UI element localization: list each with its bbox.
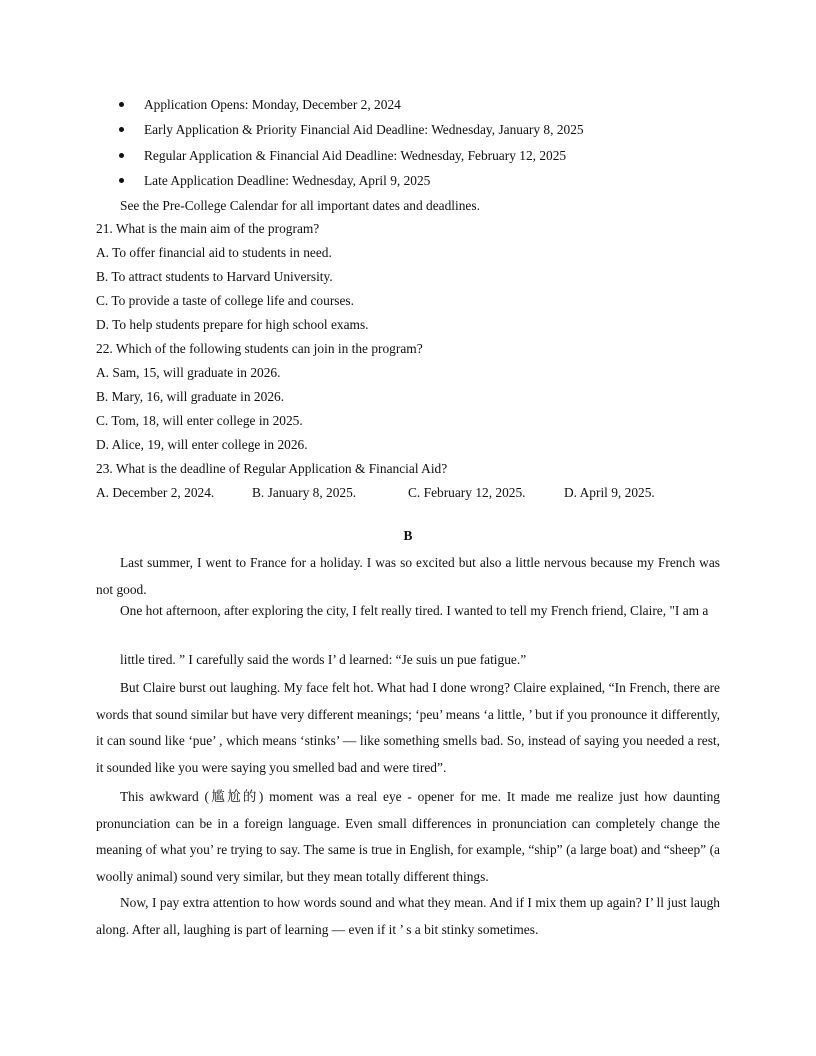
paragraph-2: One hot afternoon, after exploring the city, I felt really tired. I wanted to tell my French friend, Claire, "I am a <box>120 603 709 618</box>
option-d: D. April 9, 2025. <box>564 485 655 500</box>
questions-block <box>96 220 736 508</box>
bullet-icon <box>119 178 124 183</box>
bullet-icon <box>119 153 124 158</box>
question-21-stem: 21. What is the main aim of the program? <box>96 221 320 236</box>
bullet-icon <box>119 102 124 107</box>
option-c: C. To provide a taste of college life and courses. <box>96 293 354 308</box>
question-22-stem: 22. Which of the following students can join in the program? <box>96 341 423 356</box>
section-b-title: B <box>403 528 413 543</box>
date-item: Late Application Deadline: Wednesday, April 9, 2025 <box>118 172 584 197</box>
option-d: D. To help students prepare for high school exams. <box>96 317 369 332</box>
option-a: A. December 2, 2024. <box>96 485 215 500</box>
option-a: A. Sam, 15, will graduate in 2026. <box>96 365 281 380</box>
paragraph-5: Now, I pay extra attention to how words sound and what they mean. And if I mix them up again? I’ ll just laugh along. After all, laughing is part of learning — even if it ’ s a bit stinky sometimes. <box>96 895 720 937</box>
paragraph-2-line-2: little tired. ” I carefully said the words I’ d learned: “Je suis un pue fatigue.” <box>120 652 527 667</box>
option-c: C. February 12, 2025. <box>408 485 526 500</box>
option-a: A. To offer financial aid to students in need. <box>96 245 332 260</box>
important-dates-list <box>118 96 584 197</box>
option-b: B. Mary, 16, will graduate in 2026. <box>96 389 285 404</box>
question-23-options <box>96 484 736 508</box>
option-d: D. Alice, 19, will enter college in 2026. <box>96 437 308 452</box>
calendar-note: See the Pre-College Calendar for all important dates and deadlines. <box>120 198 480 213</box>
bullet-icon <box>119 127 124 132</box>
option-c: C. Tom, 18, will enter college in 2025. <box>96 413 303 428</box>
paragraph-4: This awkward (尴尬的) moment was a real eye - opener for me. It made me realize just how daunting pronunciation can be in a foreign language. Even small differences in pronunciation can completely change the meaning of what you’ re trying to say. The same is true in English, for example, “ship” (a large boat) and “sheep” (a woolly animal) sound very similar, but they mean totally different things. <box>96 789 720 884</box>
paragraph-1: Last summer, I went to France for a holiday. I was so excited but also a little nervous because my French was not good. <box>96 555 720 597</box>
option-b: B. To attract students to Harvard University. <box>96 269 333 284</box>
option-b: B. January 8, 2025. <box>252 485 357 500</box>
question-23-stem: 23. What is the deadline of Regular Application & Financial Aid? <box>96 461 448 476</box>
date-item: Early Application & Priority Financial Aid Deadline: Wednesday, January 8, 2025 <box>118 121 584 146</box>
paragraph-3: But Claire burst out laughing. My face felt hot. What had I done wrong? Claire explained, “In French, there are words that sound similar but have very different meanings; ‘peu’ means ‘a little, ’ but if you pronounce it differently, it can sound like ‘pue’ , which means ‘stinks’ — like something smells bad. So, instead of saying you needed a rest, it sounded like you were saying you smelled bad and were tired”. <box>96 680 720 775</box>
date-item: Regular Application & Financial Aid Deadline: Wednesday, February 12, 2025 <box>118 147 584 172</box>
date-item: Application Opens: Monday, December 2, 2024 <box>118 96 584 121</box>
